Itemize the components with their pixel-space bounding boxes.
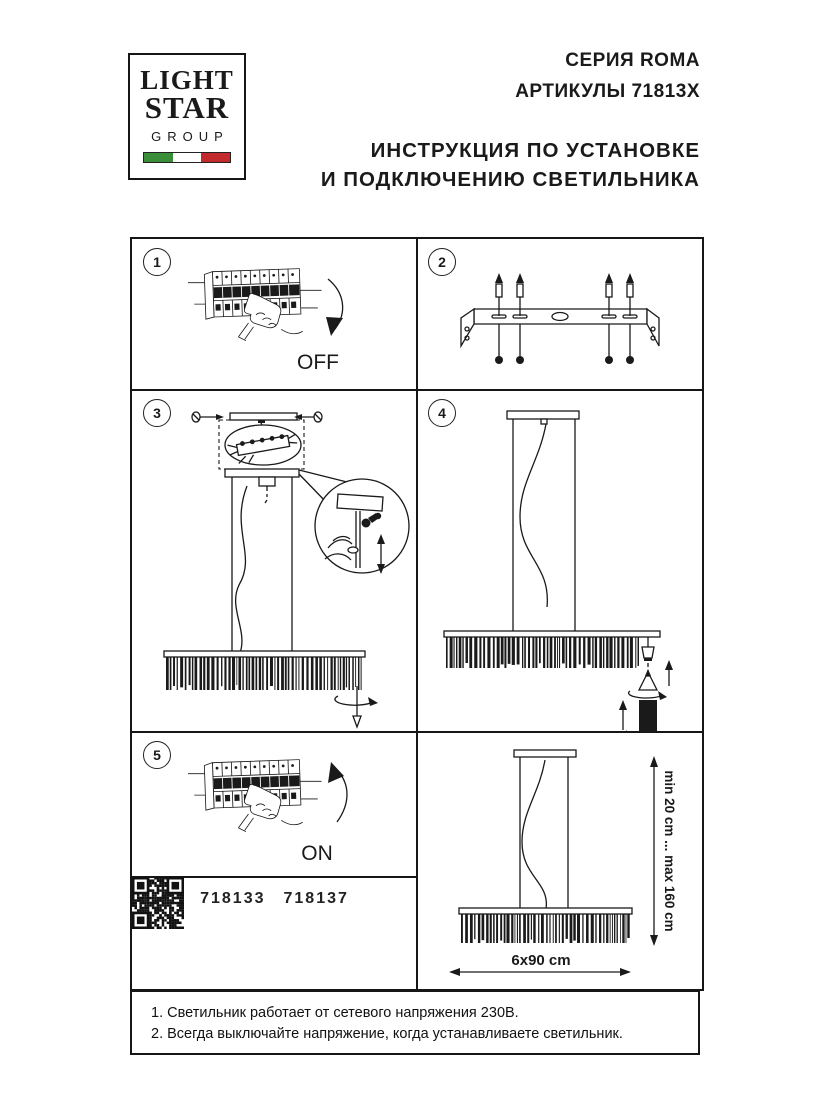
article-code-2: 718137 [283,890,349,907]
flag-green [144,153,173,162]
italian-flag-bar [143,152,231,163]
step3-number-badge: 3 [143,399,171,427]
dimensions-drawing [417,732,702,989]
logo-star: STAR [144,90,230,125]
breaker-on-drawing [132,732,417,877]
step2-panel [417,239,702,390]
document-header [321,50,700,192]
step5-panel [132,732,417,877]
qr-code-2 [132,877,184,929]
flag-red [201,153,230,162]
step2-number-badge: 2 [428,248,456,276]
step1-number-badge: 1 [143,248,171,276]
logo-group: GROUP [151,129,229,144]
instruction-title-line1: ИНСТРУКЦИЯ ПО УСТАНОВКЕ [370,139,700,162]
on-label: ON [301,842,333,865]
height-dimension-label: min 20 cm ... max 160 cm [662,770,677,932]
off-label: OFF [297,351,339,374]
steps-grid [130,237,704,991]
step3-panel [132,390,417,732]
mounting-bracket-drawing [417,239,702,390]
step4-panel [417,390,702,732]
article-code-1: 718133 [200,890,266,907]
article-qr-panel [132,877,417,989]
flag-white [173,153,202,162]
step5-number-badge: 5 [143,741,171,769]
series-title: СЕРИЯ ROMA [565,50,700,71]
articles-title: АРТИКУЛЫ 71813X [515,81,700,102]
rotate-icon [335,686,378,727]
article-718137 [284,890,349,989]
step4-number-badge: 4 [428,399,456,427]
instruction-title-line2: И ПОДКЛЮЧЕНИЮ СВЕТИЛЬНИКА [320,168,700,191]
ceiling-mount-drawing [132,390,417,732]
logo-light: LIGHT [140,65,234,95]
width-dimension-label: 6x90 cm [511,952,571,969]
step1-panel [132,239,417,390]
article-718133 [200,890,265,989]
dimensions-panel [417,732,702,989]
note-2: 2. Всегда выключайте напряжение, когда устанавливаете светильник. [151,1026,623,1042]
pendant-lamp-drawing [417,390,702,732]
width-dimension [449,952,631,976]
height-dimension [650,756,677,946]
note-1: 1. Светильник работает от сетевого напряжения 230В. [151,1005,519,1021]
lightstar-logo [128,53,246,180]
safety-notes [130,990,700,1055]
breaker-off-drawing [132,239,417,390]
